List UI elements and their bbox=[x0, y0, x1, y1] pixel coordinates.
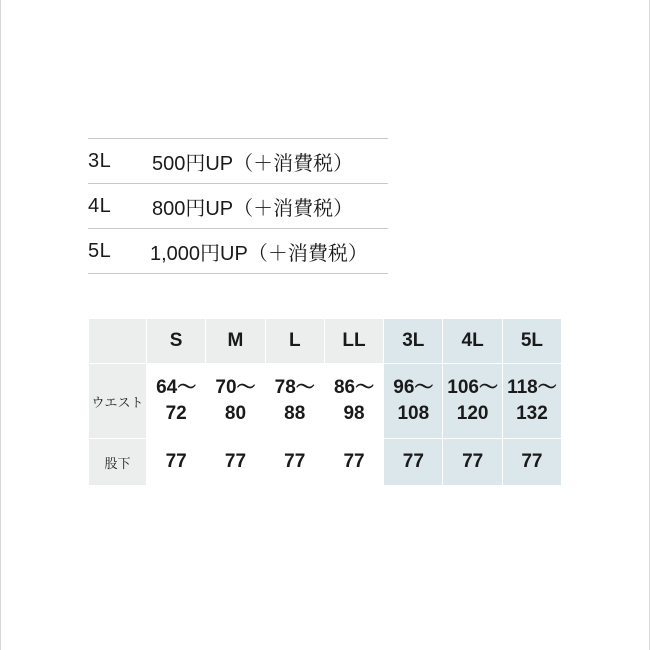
upcharge-size-label: 5L bbox=[88, 239, 112, 262]
table-cell bbox=[147, 364, 206, 439]
upcharge-row bbox=[88, 139, 388, 184]
column-header-m: M bbox=[206, 319, 265, 364]
upcharge-size-label: 4L bbox=[88, 194, 112, 217]
table-cell: 77 bbox=[265, 439, 324, 486]
upcharge-list bbox=[88, 138, 388, 274]
upcharge-amount-label: 1,000円UP（＋消費税） bbox=[150, 242, 368, 265]
size-guide-content bbox=[88, 138, 562, 486]
table-cell bbox=[502, 364, 561, 439]
cell-line-1: 64〜 bbox=[156, 377, 197, 399]
table-corner-cell bbox=[89, 319, 147, 364]
cell-line-2: 98 bbox=[343, 403, 365, 424]
column-header-4l: 4L bbox=[443, 319, 502, 364]
upcharge-row bbox=[88, 229, 388, 274]
table-cell: 77 bbox=[443, 439, 502, 486]
row-header-inseam: 股下 bbox=[89, 439, 147, 486]
cell-line-2: 132 bbox=[516, 403, 548, 424]
table-row bbox=[89, 364, 562, 439]
cell-line-2: 120 bbox=[456, 403, 489, 424]
upcharge-amount-label: 800円UP（＋消費税） bbox=[152, 197, 354, 220]
cell-line-2: 80 bbox=[224, 403, 247, 424]
cell-line-2: 108 bbox=[397, 403, 430, 424]
column-header-3l: 3L bbox=[384, 319, 443, 364]
size-chart bbox=[88, 318, 562, 486]
upcharge-size-label: 3L bbox=[88, 149, 112, 172]
column-header-ll: LL bbox=[324, 319, 383, 364]
table-cell: 77 bbox=[147, 439, 206, 486]
table-header-row bbox=[89, 319, 562, 364]
table-row bbox=[89, 439, 562, 486]
cell-line-1: 70〜 bbox=[215, 377, 256, 399]
table-cell: 77 bbox=[502, 439, 561, 486]
upcharge-row bbox=[88, 184, 388, 229]
table-cell: 77 bbox=[324, 439, 383, 486]
table-cell bbox=[324, 364, 383, 439]
column-header-5l: 5L bbox=[502, 319, 561, 364]
table-cell: 77 bbox=[384, 439, 443, 486]
cell-line-1: 86〜 bbox=[333, 377, 375, 399]
column-header-l: L bbox=[265, 319, 324, 364]
cell-line-1: 118〜 bbox=[507, 377, 557, 399]
table-cell bbox=[206, 364, 265, 439]
table-cell bbox=[443, 364, 502, 439]
cell-line-1: 106〜 bbox=[447, 377, 498, 399]
row-header-waist: ウエスト bbox=[89, 364, 147, 439]
table-cell: 77 bbox=[206, 439, 265, 486]
cell-line-1: 78〜 bbox=[274, 377, 315, 399]
column-header-s: S bbox=[147, 319, 206, 364]
cell-line-1: 96〜 bbox=[393, 377, 434, 399]
size-table bbox=[88, 318, 562, 486]
upcharge-amount-label: 500円UP（＋消費税） bbox=[152, 152, 354, 175]
cell-line-2: 88 bbox=[284, 403, 306, 424]
table-cell bbox=[384, 364, 443, 439]
cell-line-2: 72 bbox=[165, 403, 187, 424]
table-cell bbox=[265, 364, 324, 439]
